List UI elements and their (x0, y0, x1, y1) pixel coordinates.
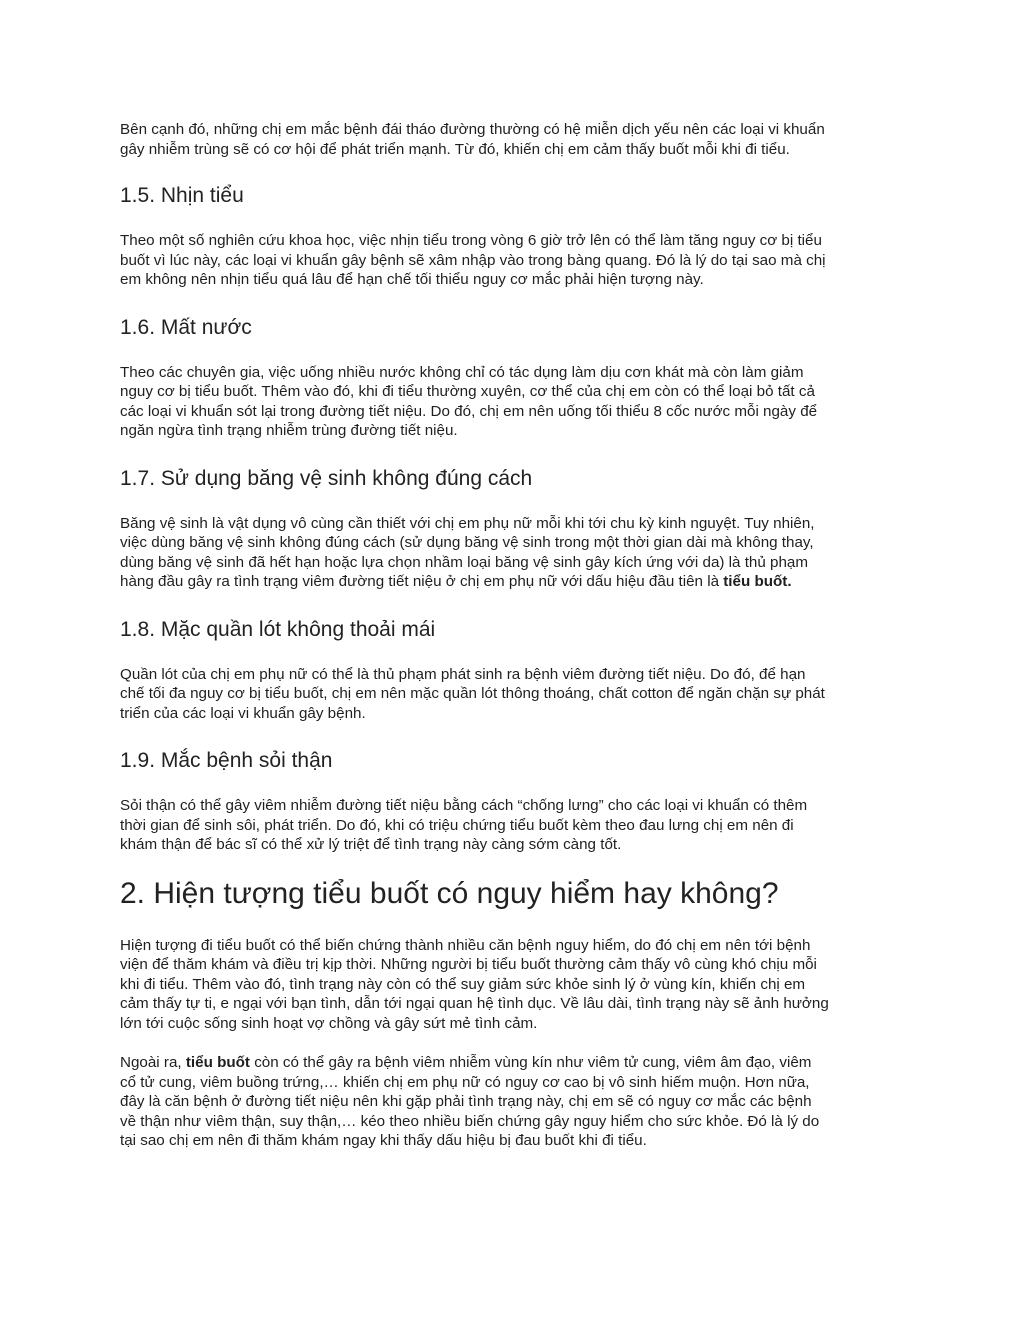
text-line: lớn tới cuộc sống sinh hoạt vợ chồng và gây sứt mẻ tình cảm. (120, 1014, 538, 1032)
text-line: gây nhiễm trùng sẽ có cơ hội để phát triển mạnh. Từ đó, khiến chị em cảm thấy buốt mỗi khi đi tiểu. (120, 140, 790, 158)
text-line: thời gian để sinh sôi, phát triển. Do đó, khi có triệu chứng tiểu buốt kèm theo đau lưng chị em nên đi (120, 816, 794, 834)
section-1-9-paragraph (120, 796, 910, 855)
text-run: hàng đầu gây ra tình trạng viêm đường tiết niệu ở chị em phụ nữ với dấu hiệu đầu tiên là (120, 573, 724, 590)
section-1-8-paragraph (120, 665, 910, 724)
text-line: ngăn ngừa tình trạng nhiễm trùng đường tiết niệu. (120, 422, 458, 439)
text-line: cổ tử cung, viêm buồng trứng,… khiến chị em phụ nữ có nguy cơ cao bị vô sinh hiếm muộn. Hơn nữa, (120, 1073, 810, 1091)
text-run: còn có thể gây ra bệnh viêm nhiễm vùng kín như viêm tử cung, viêm âm đạo, viêm (249, 1054, 812, 1071)
section-heading-1-6: 1.6. Mất nước (120, 315, 252, 339)
text-line: em không nên nhịn tiểu quá lâu để hạn chế tối thiểu nguy cơ mắc phải hiện tượng này. (120, 271, 704, 288)
text-line: viện để thăm khám và điều trị kịp thời. Những người bị tiểu buốt thường cảm thấy vô cùng khó chịu mỗi (120, 956, 817, 973)
section-heading-2: 2. Hiện tượng tiểu buốt có nguy hiểm hay không? (120, 876, 779, 910)
text-line: tại sao chị em nên đi thăm khám ngay khi thấy dấu hiệu bị đau buốt khi đi tiểu. (120, 1132, 647, 1149)
text-line: buốt vì lúc này, các loại vi khuẩn gây bệnh sẽ xâm nhập vào trong bàng quang. Đó là lý do tại sao mà chị (120, 251, 826, 269)
intro-paragraph (120, 120, 910, 159)
text-line: Băng vệ sinh là vật dụng vô cùng cần thiết với chị em phụ nữ mỗi khi tới chu kỳ kinh nguyệt. Tuy nhiên, (120, 514, 815, 532)
text-line: Sỏi thận có thể gây viêm nhiễm đường tiết niệu bằng cách “chống lưng” cho các loại vi khuẩn có thêm (120, 797, 808, 814)
section-heading-1-5: 1.5. Nhịn tiểu (120, 184, 244, 207)
section-2-paragraph-2 (120, 1053, 910, 1151)
text-line: cảm thấy tự ti, e ngại với bạn tình, dẫn tới ngại quan hệ tình dục. Về lâu dài, tình trạng này sẽ ảnh hưởng (120, 995, 829, 1012)
text-line: Theo các chuyên gia, việc uống nhiều nước không chỉ có tác dụng làm dịu cơn khát mà còn làm giảm (120, 363, 804, 381)
text-line: các loại vi khuẩn sót lại trong đường tiết niệu. Do đó, chị em nên uống tối thiểu 8 cốc nước mỗi ngày để (120, 402, 818, 420)
text-run: Ngoài ra, (120, 1054, 186, 1071)
text-line: nguy cơ bị tiểu buốt. Thêm vào đó, khi đi tiểu thường xuyên, cơ thể của chị em còn có thể loại bỏ tất cả (120, 383, 815, 400)
text-line: Hiện tượng đi tiểu buốt có thể biến chứng thành nhiều căn bệnh nguy hiểm, do đó chị em nên tới bệnh (120, 936, 811, 954)
section-1-6-paragraph (120, 363, 910, 441)
text-line: khám thận để bác sĩ có thể xử lý triệt để tình trạng này càng sớm càng tốt. (120, 836, 622, 853)
section-heading-1-8: 1.8. Mặc quần lót không thoải mái (120, 617, 436, 641)
text-line: việc dùng băng vệ sinh không đúng cách (sử dụng băng vệ sinh trong một thời gian dài mà không thay, (120, 534, 814, 551)
text-line (120, 1053, 910, 1073)
text-line (120, 572, 910, 592)
text-line: Theo một số nghiên cứu khoa học, việc nhịn tiểu trong vòng 6 giờ trở lên có thể làm tăng nguy cơ bị tiểu (120, 232, 822, 249)
text-line: Bên cạnh đó, những chị em mắc bệnh đái tháo đường thường có hệ miễn dịch yếu nên các loại vi khuẩn (120, 121, 825, 138)
text-line: khi đi tiểu. Thêm vào đó, tình trạng này còn có thể suy giảm sức khỏe sinh lý ở vùng kín, khiến chị em (120, 975, 806, 993)
text-line: đây là căn bệnh ở đường tiết niệu nên khi gặp phải tình trạng này, chị em sẽ có nguy cơ mắc các bệnh (120, 1093, 812, 1110)
section-1-5-paragraph (120, 231, 910, 290)
section-1-7-paragraph (120, 514, 910, 592)
text-line: triển của các loại vi khuẩn gây bệnh. (120, 704, 366, 722)
text-line: Quần lót của chị em phụ nữ có thể là thủ phạm phát sinh ra bệnh viêm đường tiết niệu. Do đó, để hạn (120, 665, 806, 683)
bold-keyword: tiểu buốt (185, 1054, 250, 1071)
section-2-paragraph-1 (120, 936, 910, 1034)
text-line: về thận như viêm thận, suy thận,… kéo theo nhiều biến chứng gây nguy hiểm cho sức khỏe. Đó là lý do (120, 1112, 820, 1130)
section-heading-1-9: 1.9. Mắc bệnh sỏi thận (120, 749, 333, 772)
text-line: dùng băng vệ sinh đã hết hạn hoặc lựa chọn nhầm loại băng vệ sinh gây kích ứng với da) là thủ phạm (120, 553, 809, 571)
document-page (120, 120, 910, 1151)
section-heading-1-7: 1.7. Sử dụng băng vệ sinh không đúng cách (120, 466, 533, 490)
bold-keyword: tiểu buốt. (723, 573, 792, 590)
text-line: chế tối đa nguy cơ bị tiểu buốt, chị em nên mặc quần lót thông thoáng, chất cotton để ngăn chặn sự phát (120, 685, 825, 702)
